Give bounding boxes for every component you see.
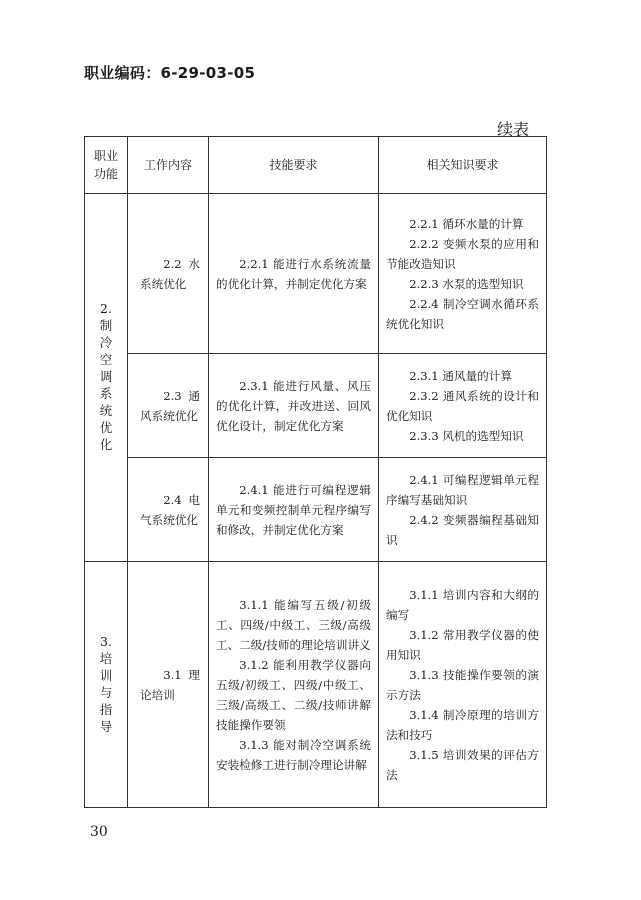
- work-content-cell: 2.4 电气系统优化: [128, 458, 209, 562]
- knowledge-item: 3.1.1 培训内容和大纲的编写: [386, 587, 539, 622]
- knowledge-cell: [379, 194, 547, 354]
- skill-item: 3.1.3 能对制冷空调系统安装检修工进行制冷理论讲解: [216, 737, 371, 772]
- knowledge-item: 3.1.2 常用教学仪器的使用知识: [386, 627, 539, 662]
- skill-cell: [209, 562, 379, 808]
- header-skill-requirements: 技能要求: [209, 137, 379, 194]
- table-row: [85, 562, 547, 808]
- knowledge-item: 2.2.1 循环水量的计算: [409, 216, 524, 231]
- work-content-cell: 3.1 理论培训: [128, 562, 209, 808]
- page-number: 30: [90, 824, 108, 840]
- skill-cell: [209, 194, 379, 354]
- knowledge-item: 2.2.3 水泵的选型知识: [409, 276, 524, 291]
- knowledge-item: 2.4.1 可编程逻辑单元程序编写基础知识: [386, 472, 539, 507]
- occupation-code: 职业编码：6-29-03-05: [84, 64, 256, 82]
- function-cell: [85, 562, 128, 808]
- skill-cell: [209, 458, 379, 562]
- knowledge-item: 2.3.2 通风系统的设计和优化知识: [386, 388, 539, 423]
- knowledge-item: 2.4.2 变频器编程基础知识: [386, 512, 539, 547]
- function-label: 3. 培训与指导: [99, 633, 113, 734]
- knowledge-item: 3.1.4 制冷原理的培训方法和技巧: [386, 707, 539, 742]
- knowledge-cell: [379, 354, 547, 458]
- skill-item: 2.2.1 能进行水系统流量的优化计算，并制定优化方案: [216, 256, 371, 291]
- knowledge-item: 3.1.5 培训效果的评估方法: [386, 747, 539, 782]
- knowledge-item: 2.3.3 风机的选型知识: [409, 428, 524, 443]
- knowledge-item: 2.2.4 制冷空调水循环系统优化知识: [386, 296, 539, 331]
- skill-standard-table: [84, 136, 547, 808]
- knowledge-cell: [379, 562, 547, 808]
- knowledge-item: 3.1.3 技能操作要领的演示方法: [386, 667, 539, 702]
- work-content-cell: 2.3 通风系统优化: [128, 354, 209, 458]
- table-header-row: [85, 137, 547, 194]
- function-label: 2. 制冷空调系统优化: [99, 301, 113, 452]
- table-row: [85, 354, 547, 458]
- header-work-content: 工作内容: [128, 137, 209, 194]
- table-row: [85, 194, 547, 354]
- skill-cell: [209, 354, 379, 458]
- work-content-cell: 2.2 水系统优化: [128, 194, 209, 354]
- table-row: [85, 458, 547, 562]
- skill-item: 3.1.2 能利用教学仪器向五级/初级工、四级/中级工、三级/高级工、二级/技师讲解技能操作要领: [216, 657, 371, 732]
- continued-label: 续表: [497, 120, 530, 139]
- skill-item: 2.4.1 能进行可编程逻辑单元和变频控制单元程序编写和修改，并制定优化方案: [216, 482, 371, 537]
- skill-item: 2.3.1 能进行风量、风压的优化计算，并改进送、回风优化设计，制定优化方案: [216, 378, 371, 433]
- skill-item: 3.1.1 能编写五级/初级工、四级/中级工、三级/高级工、二级/技师的理论培训讲义: [216, 597, 371, 652]
- knowledge-cell: [379, 458, 547, 562]
- function-cell: [85, 194, 128, 562]
- header-knowledge-requirements: 相关知识要求: [379, 137, 547, 194]
- knowledge-item: 2.3.1 通风量的计算: [409, 368, 512, 383]
- knowledge-item: 2.2.2 变频水泵的应用和节能改造知识: [386, 236, 539, 271]
- header-function: 职业功能: [85, 137, 128, 194]
